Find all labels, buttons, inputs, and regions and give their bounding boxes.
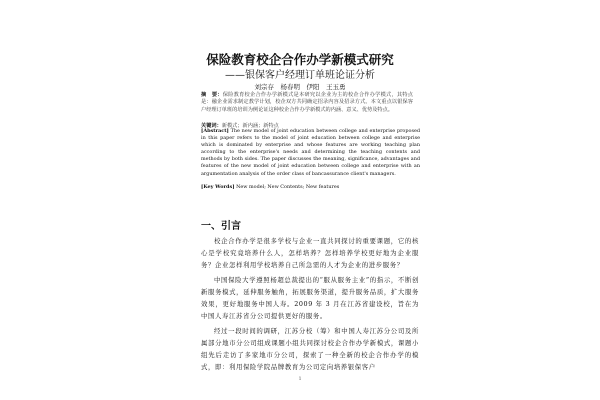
- abstract-chinese-label: 摘 要：: [201, 92, 223, 98]
- abstract-chinese-text: 保险教育校企合作办学新模式是本研究以企业为主的校企合作办学模式，其特点是：融企业需求制定教学计划，校企双方共同确定招录内容及招录方式。本文重点以银保客户经理订单班的培训为例论证这种校企合作办学新模式的内涵、意义、优势及特点。: [201, 92, 413, 113]
- keywords-english-text: New model; New Contents; New features: [236, 184, 340, 190]
- body-paragraph-3: 经过一段时间的调研，江苏分校（筹）和中国人寿江苏分公司及所属部分地市分公司组成课题小组共同探讨校企合作办学新模式，课题小组先后走访了多家地市分公司，探索了一种全新的校企合作办学的模式，即：利用保险学院品牌教育为公司定向培养银保客户: [201, 327, 419, 371]
- keywords-english-label: [Key Words]: [201, 184, 235, 190]
- body-paragraph-1: 校企合作办学是很多学校与企业一直共同探讨的重要课题，它的核心是学校究竟培养什么人，怎样培养？怎样培养学校更好地为企业服务？企业怎样利用学校培养自己所急需的人才为企业的进步服务？: [201, 237, 419, 269]
- paper-title: 保险教育校企合作办学新模式研究: [206, 52, 394, 67]
- keywords-chinese-label: 关键词：: [201, 123, 222, 129]
- paper-subtitle: ——银保客户经理订单班论证分析: [225, 70, 375, 81]
- author-list: 刘宗存 杨春明 伊阳 王玉勇: [254, 83, 346, 91]
- abstract-english-label: [Abstract]: [201, 128, 229, 134]
- keywords-english: [201, 184, 420, 191]
- body-paragraph-2: 中国保险大学遵照杨超总裁提出的“服从服务主业”的指示，不断创新服务模式，延伸服务触角，拓展服务渠道，提升服务品质，扩大服务效果，更好地服务中国人寿。2009 年 3 月在江苏省建设校，旨在为中国人寿江苏省分公司提供更好的服务。: [201, 276, 419, 320]
- page-number: 1: [298, 377, 302, 382]
- keywords-chinese-text: 新模式；新内涵；新特点: [221, 123, 279, 129]
- section-heading-introduction: 一、引言: [201, 221, 241, 232]
- abstract-english-text: The new model of joint education between college and enterprise proposed in this paper refers to the model of joint education between college and enterprise which is dominated by enterprise and whose features are working teaching plan according to the enterprise's needs and determining the teaching contents and methods by both sides. The paper discusses the meaning, significance, advantages and features of the new model of joint education between college and enterprise with an argumentation analysis of the order class of bancassurance client's managers.: [201, 128, 420, 177]
- abstract-english: [201, 128, 420, 178]
- abstract-chinese: [201, 92, 413, 114]
